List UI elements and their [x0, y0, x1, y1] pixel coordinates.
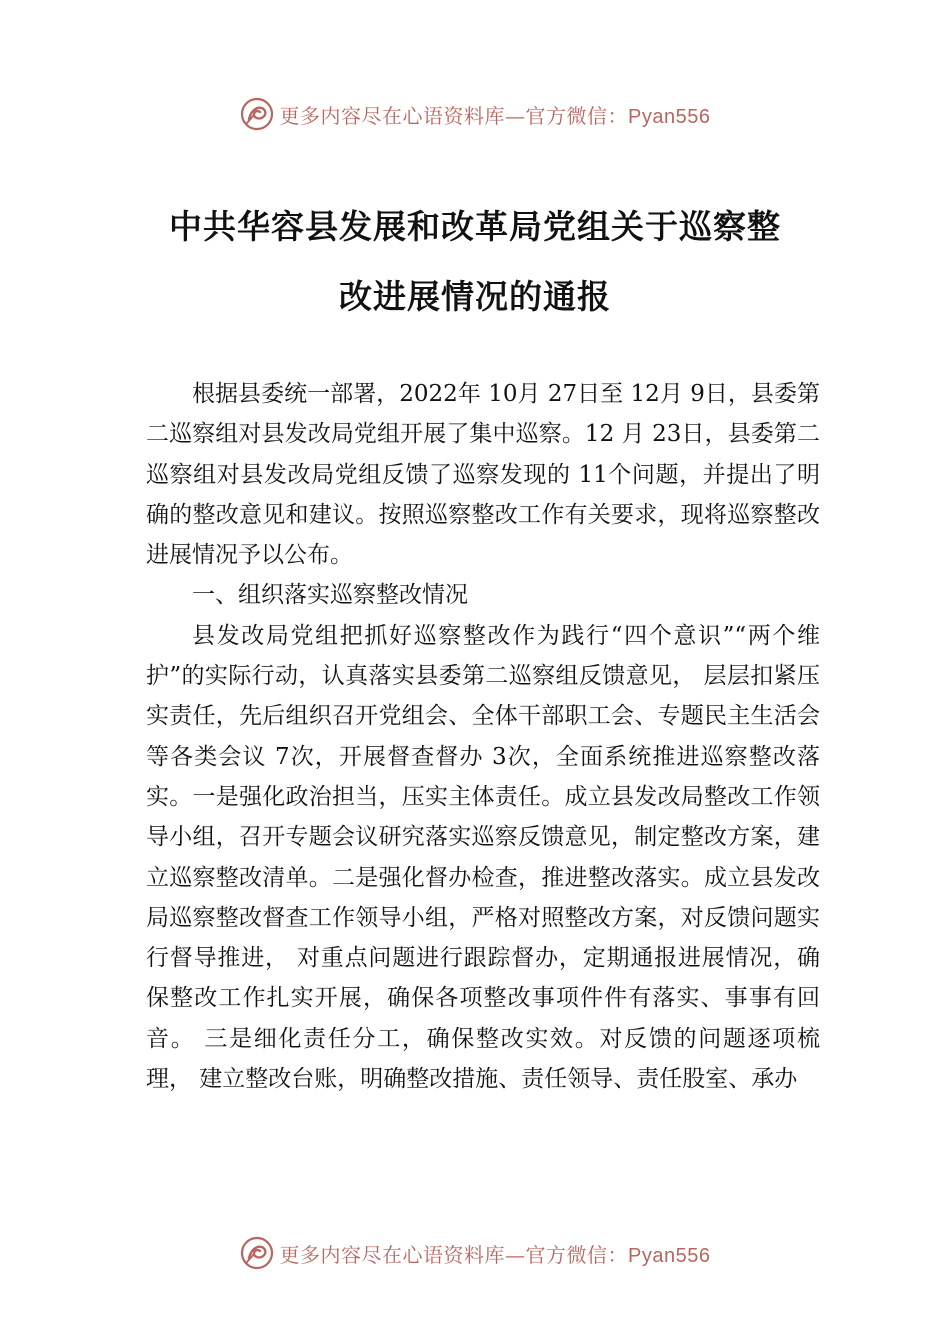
swirl-logo-icon — [240, 1236, 274, 1270]
title-line-1: 中共华容县发展和改革局党组关于巡察整 — [169, 207, 781, 246]
footer-watermark — [0, 1233, 950, 1273]
watermark-text — [280, 1239, 711, 1268]
watermark-wechat-id: Pyan556 — [628, 105, 711, 128]
header-watermark — [0, 94, 950, 134]
title-line-2: 改进展情况的通报 — [339, 277, 611, 316]
paragraph-intro: 根据县委统一部署，2022年 10月 27日至 12月 9日，县委第二巡察组对县发改局党组开展了集中巡察。12 月 23日，县委第二巡察组对县发改局党组反馈了巡察发现的 11个问题，并提出了明确的整改意见和建议。按照巡察整改工作有关要求，现将巡察整改进展情况予以公布。 — [146, 381, 820, 569]
document-body — [146, 374, 820, 1099]
paragraph-section-1: 县发改局党组把抓好巡察整改作为践行“四个意识”“两个维护”的实际行动，认真落实县委第二巡察组反馈意见， 层层扣紧压实责任，先后组织召开党组会、全体干部职工会、专题民主生活会等各类会议 7次，开展督查督办 3次，全面系统推进巡察整改落实。一是强化政治担当，压实主体责任。成立县发改局整改工作领导小组，召开专题会议研究落实巡察反馈意见，制定整改方案，建立巡察整改清单。二是强化督办检查，推进整改落实。成立县发改局巡察整改督查工作领导小组，严格对照整改方案，对反馈问题实行督导推进， 对重点问题进行跟踪督办，定期通报进展情况，确保整改工作扎实开展，确保各项整改事项件件有落实、事事有回音。 三是细化责任分工，确保整改实效。对反馈的问题逐项梳理， 建立整改台账，明确整改措施、责任领导、责任股室、承办 — [146, 622, 820, 1093]
swirl-logo-icon — [240, 97, 274, 131]
watermark-text-cn: 更多内容尽在心语资料库—官方微信： — [279, 1242, 629, 1267]
watermark-text-cn: 更多内容尽在心语资料库—官方微信： — [279, 103, 629, 128]
document-title — [140, 192, 810, 332]
section-heading-1: 一、组织落实巡察整改情况 — [192, 582, 468, 609]
watermark-text — [280, 100, 711, 129]
watermark-wechat-id: Pyan556 — [628, 1244, 711, 1267]
